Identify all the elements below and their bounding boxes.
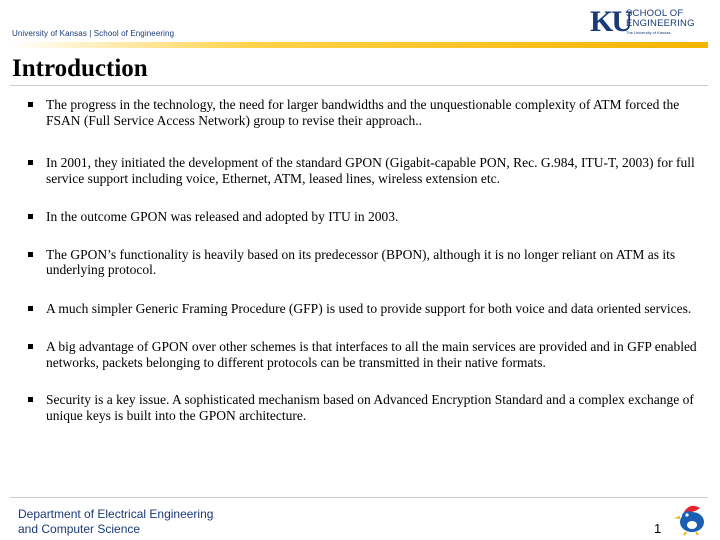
header-accent-bar	[10, 42, 708, 48]
bullet-item	[28, 301, 700, 317]
footer-divider	[10, 497, 708, 498]
bullet-item	[28, 97, 700, 128]
bullet-marker-icon	[28, 102, 33, 107]
logo-school-name	[626, 9, 695, 29]
bullet-marker-icon	[28, 306, 33, 311]
bullet-text: A much simpler Generic Framing Procedure (GFP) is used to provide support for both voice and data oriented services.	[46, 300, 692, 316]
bullet-item	[28, 209, 700, 225]
page-number: 1	[654, 521, 662, 536]
bullet-text: A big advantage of GPON over other schemes is that interfaces to all the main services are provided and in GFP enabled networks, packets belonging to different protocols can be transmitted in their native formats.	[46, 339, 697, 370]
footer-department	[18, 507, 213, 537]
bullet-marker-icon	[28, 252, 33, 257]
bullet-list	[28, 97, 700, 423]
jayhawk-mascot-icon	[670, 502, 710, 536]
bullet-marker-icon	[28, 397, 33, 402]
bullet-marker-icon	[28, 160, 33, 165]
bullet-text: In 2001, they initiated the development of the standard GPON (Gigabit-capable PON, Rec. G.984, ITU-T, 2003) for full service support including voice, Ethernet, ATM, leased lines, wireless extension etc.	[46, 155, 695, 186]
logo-school-line1: SCHOOL OF	[626, 8, 684, 19]
bullet-item	[28, 155, 700, 186]
bullet-text: Security is a key issue. A sophisticated mechanism based on Advanced Encryption Standard and a complex exchange of unique keys is built into the GPON architecture.	[46, 392, 694, 423]
footer-department-line1: Department of Electrical Engineering	[18, 507, 214, 521]
bullet-text: The progress in the technology, the need for larger bandwidths and the unquestionable complexity of ATM forced the FSAN (Full Service Access Network) group to revise their approach..	[46, 97, 680, 128]
footer-department-line2: and Computer Science	[18, 522, 141, 536]
bullet-text: In the outcome GPON was released and adopted by ITU in 2003.	[46, 209, 399, 224]
bullet-marker-icon	[28, 214, 33, 219]
bullet-item	[28, 247, 700, 278]
slide-title: Introduction	[12, 55, 148, 82]
bullet-item	[28, 392, 700, 423]
bullet-marker-icon	[28, 344, 33, 349]
logo-university-line: The University of Kansas	[626, 30, 671, 35]
school-logo	[590, 6, 702, 38]
logo-letters: KU	[590, 5, 631, 38]
logo-school-line2: ENGINEERING	[626, 18, 695, 29]
bullet-text: The GPON’s functionality is heavily based on its predecessor (BPON), although it is no longer reliant on ATM as its underlying protocol.	[46, 246, 676, 277]
bullet-item	[28, 339, 700, 370]
header-institution: University of Kansas | School of Engineering	[12, 29, 175, 38]
title-divider	[10, 85, 708, 86]
